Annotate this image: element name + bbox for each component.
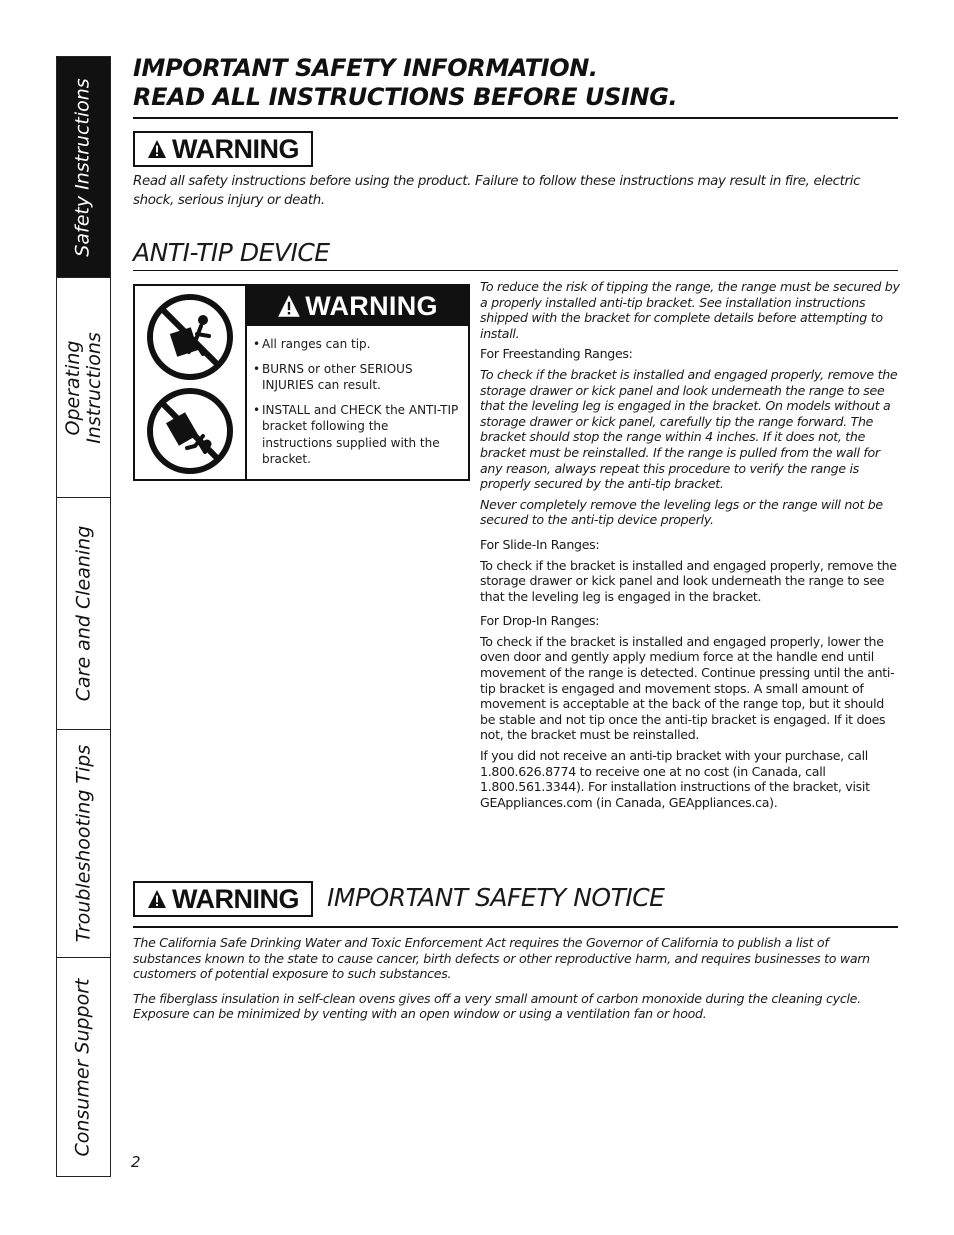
anti-tip-instructions bbox=[480, 279, 900, 815]
tab-care-and-cleaning[interactable] bbox=[57, 498, 110, 730]
section-tabs bbox=[56, 56, 111, 1177]
no-tip-climbing-icon bbox=[145, 292, 235, 382]
warning-badge bbox=[133, 881, 313, 917]
page-number: 2 bbox=[131, 1153, 141, 1171]
title-line-2: READ ALL INSTRUCTIONS BEFORE USING. bbox=[133, 83, 678, 111]
tab-consumer-support[interactable] bbox=[57, 958, 110, 1176]
warning-triangle-icon bbox=[147, 139, 167, 159]
label-warning-header bbox=[247, 286, 468, 326]
notice-rule bbox=[133, 926, 898, 928]
warning-triangle-icon bbox=[277, 294, 301, 318]
tab-label: Safety Instructions bbox=[72, 77, 94, 257]
freestanding-heading: For Freestanding Ranges: bbox=[480, 346, 633, 362]
warning-badge bbox=[133, 131, 313, 167]
warning-badge-label: WARNING bbox=[172, 133, 299, 164]
label-warning-text: WARNING bbox=[305, 290, 438, 321]
no-tip-falling-icon bbox=[145, 386, 235, 476]
notice-paragraph: The fiberglass insulation in self-clean ovens gives off a very small amount of carbon monoxide during the cleaning cycle. Exposure can be minimized by venting with an open window or using a ventilation fan or hood. bbox=[133, 990, 861, 1022]
dropin-instructions: To check if the bracket is installed and engaged properly, lower the oven door and gently apply medium force at the handle end until movement of the range is detected. Continue pressing until the anti-tip bracket is engaged and movement stops. A small amount of movement is acceptable at the back of the range top, but it should be stable and not tip once the anti-tip bracket is engaged. If it does not, the bracket must be reinstalled. bbox=[480, 633, 895, 743]
warning-badge-label: WARNING bbox=[172, 883, 299, 914]
tab-label: Consumer Support bbox=[72, 977, 95, 1157]
slidein-instructions: To check if the bracket is installed and engaged properly, remove the storage drawer or kick panel and look underneath the range to see that the leveling leg is engaged in the bracket. bbox=[480, 557, 897, 604]
slidein-heading: For Slide-In Ranges: bbox=[480, 536, 600, 552]
title-rule bbox=[133, 117, 898, 119]
anti-tip-warning-label bbox=[133, 284, 470, 481]
safety-notice-body bbox=[133, 935, 898, 1031]
section-rule bbox=[133, 270, 898, 271]
leveling-legs-note: Never completely remove the leveling legs or the range will not be secured to the anti-tip device properly. bbox=[480, 496, 883, 528]
dropin-heading: For Drop-In Ranges: bbox=[480, 613, 600, 629]
tab-safety-instructions[interactable] bbox=[57, 57, 110, 278]
title-line-1: IMPORTANT SAFETY INFORMATION. bbox=[133, 54, 598, 82]
section-title-anti-tip: ANTI-TIP DEVICE bbox=[133, 238, 330, 267]
list-item: • All ranges can tip. bbox=[253, 336, 460, 353]
page-title bbox=[133, 54, 898, 112]
freestanding-instructions: To check if the bracket is installed and engaged properly, remove the storage drawer or kick panel and look underneath the range to see that the leveling leg is engaged in the bracket. On models without a storage drawer or kick panel, carefully tip the range forward. The bracket should stop the range within 4 inches. If it does not, the bracket must be reinstalled. If the range is pulled from the wall for any reason, always repeat this procedure to verify the range is properly secured by the anti-tip bracket. bbox=[480, 366, 898, 492]
warning-triangle-icon bbox=[147, 889, 167, 909]
section-title-safety-notice: IMPORTANT SAFETY NOTICE bbox=[327, 883, 665, 912]
label-bullet-list bbox=[253, 336, 460, 476]
anti-tip-intro: To reduce the risk of tipping the range, the range must be secured by a properly installed anti-tip bracket. See installation instructions shipped with the bracket for complete details before attempting to install. bbox=[480, 279, 900, 341]
notice-paragraph: The California Safe Drinking Water and Toxic Enforcement Act requires the Governor of California to publish a list of substances known to the state to cause cancer, birth defects or other reproductive harm, and requires businesses to warn customers of potential exposure to such substances. bbox=[133, 935, 870, 982]
bracket-contact-info: If you did not receive an anti-tip bracket with your purchase, call 1.800.626.8774 to receive one at no cost (in Canada, call 1.800.561.3344). For installation instructions of the bracket, visit GEAppliances.com (in Canada, GEAppliances.ca). bbox=[480, 748, 870, 810]
tab-operating-instructions[interactable] bbox=[57, 278, 110, 498]
tab-label: Operating Instructions bbox=[61, 331, 105, 444]
tab-troubleshooting-tips[interactable] bbox=[57, 730, 110, 958]
tab-label: Care and Cleaning bbox=[72, 525, 95, 702]
list-item: • BURNS or other SERIOUS INJURIES can result. bbox=[253, 361, 460, 394]
list-item: • INSTALL and CHECK the ANTI-TIP bracket following the instructions supplied with the bracket. bbox=[253, 402, 460, 468]
intro-text: Read all safety instructions before using the product. Failure to follow these instructions may result in fire, electric shock, serious injury or death. bbox=[133, 174, 861, 208]
tab-label: Troubleshooting Tips bbox=[72, 744, 95, 943]
